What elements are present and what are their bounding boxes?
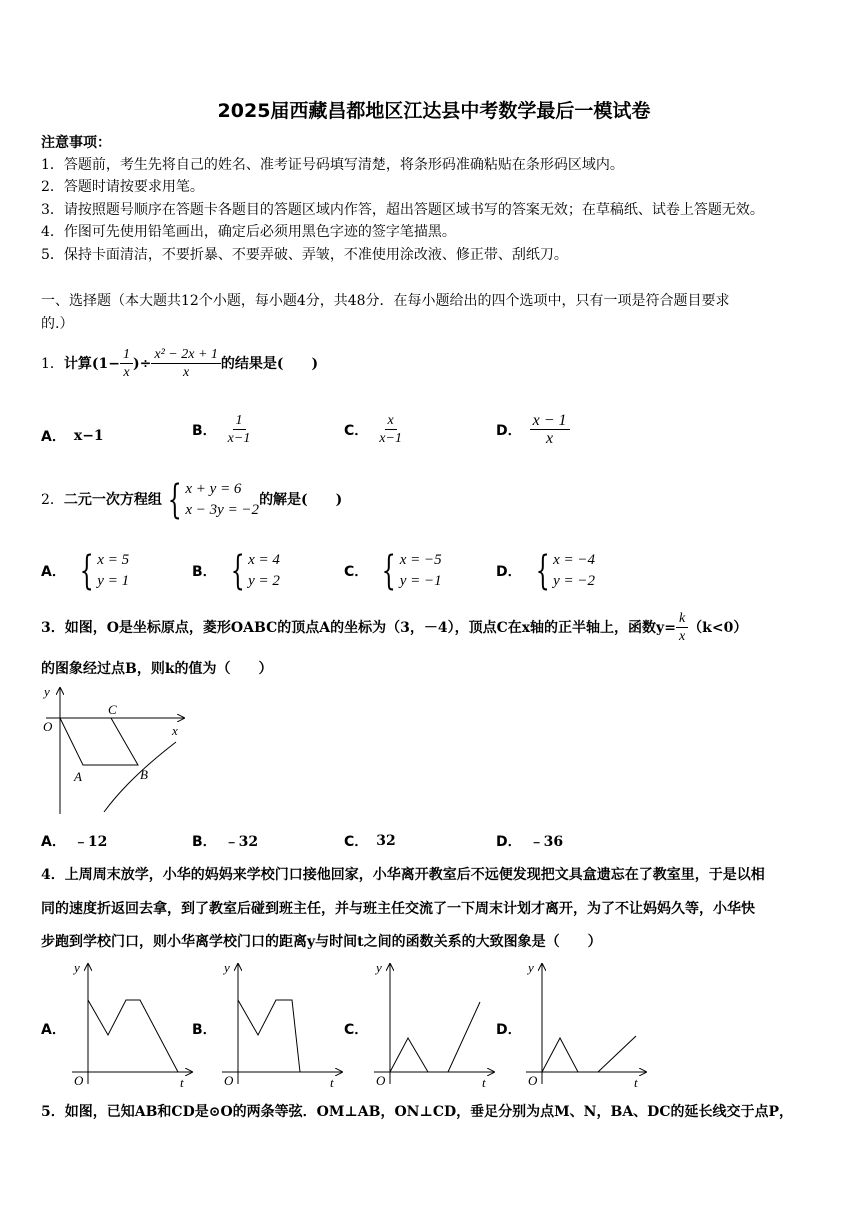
graph-a[interactable]: [66, 958, 196, 1090]
option-c[interactable]: [344, 831, 396, 851]
question-number: 2．: [41, 492, 64, 508]
option-label: B．: [192, 834, 217, 850]
option-label: D．: [496, 422, 522, 439]
option-label: A．: [41, 834, 66, 850]
notice-heading: 注意事项：: [41, 135, 111, 151]
option-b[interactable]: [192, 412, 253, 447]
label-a: A: [74, 769, 82, 784]
option-label: C．: [344, 1022, 369, 1038]
section-heading: 一、选择题（本大题共12个小题，每小题4分，共48分．在每小题给出的四个选项中，只有一项是符合题目要求: [41, 293, 730, 309]
option-label: A．: [41, 1022, 66, 1038]
equation: y = 1: [97, 573, 130, 589]
label-t: t: [330, 1075, 334, 1090]
graph-line: [542, 1036, 636, 1072]
label-y: y: [376, 960, 382, 975]
option-text: ﹣36: [529, 834, 564, 850]
equation: y = −2: [553, 573, 595, 589]
question-2: [41, 479, 342, 521]
label-b: B: [140, 767, 148, 782]
equation-system: { x = −4 y = −2: [535, 548, 595, 594]
option-text: ﹣12: [73, 834, 108, 850]
graph-line: [88, 1000, 178, 1072]
option-label: A．: [41, 564, 66, 580]
equation: x = −4: [553, 552, 595, 568]
equation: x = 5: [97, 552, 130, 568]
notice-item: 4．作图可先使用铅笔画出，确定后必须用黑色字迹的签字笔描黑。: [41, 224, 456, 240]
label-y: y: [528, 960, 534, 975]
option-label: B．: [192, 564, 217, 580]
numerator: x − 1: [530, 412, 570, 430]
option-text: ﹣32: [224, 834, 259, 850]
option-label: D．: [496, 1022, 522, 1038]
equation: x = −5: [399, 552, 442, 568]
page-title: 2025届西藏昌都地区江达县中考数学最后一模试卷: [217, 100, 651, 122]
question-text: 二元一次方程组: [63, 492, 162, 508]
label-y: y: [44, 684, 50, 699]
equation-system: { x = 5 y = 1: [79, 548, 130, 594]
fraction: [530, 412, 570, 447]
option-a[interactable]: [41, 426, 104, 446]
fraction: [151, 346, 221, 381]
graph-line: [390, 1002, 480, 1072]
numerator: x² − 2x + 1: [151, 346, 221, 364]
option-text: 32: [376, 833, 396, 849]
graph-line: [238, 1000, 300, 1072]
section-heading-cont: 的.）: [41, 316, 74, 332]
question-3-cont: 的图象经过点B，则k的值为（ ）: [41, 661, 273, 677]
fraction: [376, 412, 405, 447]
label-o: O: [43, 719, 53, 734]
rhombus-figure: [36, 684, 186, 816]
question-4-cont: 同的速度折返回去拿，到了教室后碰到班主任，并与班主任交流了一下周末计划才离开，为了不让妈妈久等，小华快: [41, 901, 755, 917]
denominator: x: [678, 629, 686, 644]
equation: y = −1: [399, 573, 442, 589]
numerator: k: [676, 610, 688, 628]
notice-item: 5．保持卡面清洁，不要折暴、不要弄破、弄皱，不准使用涂改液、修正带、刮纸刀。: [41, 247, 568, 263]
question-3: [41, 610, 747, 645]
equation-system: { x = 4 y = 2: [230, 548, 280, 594]
rhombus: [60, 718, 138, 765]
option-b[interactable]: [192, 550, 280, 592]
graph-d[interactable]: [520, 958, 650, 1090]
equation: x = 4: [248, 552, 280, 568]
label-o: O: [376, 1073, 386, 1088]
question-text: 3．如图，O是坐标原点，菱形OABC的顶点A的坐标为（3，－4），顶点C在x轴的正半轴上，函数y=: [41, 619, 676, 636]
option-label: C．: [344, 834, 369, 850]
equation: x − 3y = −2: [185, 502, 260, 518]
numerator: 1: [233, 412, 246, 430]
fraction: [676, 610, 688, 645]
denominator: x−1: [227, 431, 251, 446]
option-label: B．: [192, 422, 217, 439]
label-y: y: [224, 960, 230, 975]
option-d[interactable]: [496, 550, 595, 592]
equation-system: { x + y = 6 x − 3y = −2: [167, 477, 260, 523]
question-text: （k<0）: [688, 619, 748, 636]
denominator: x: [546, 430, 554, 447]
label-o: O: [74, 1073, 84, 1088]
denominator: x: [123, 365, 130, 380]
option-label: B．: [192, 1022, 217, 1038]
question-4: 4．上周周末放学，小华的妈妈来学校门口接他回家，小华离开教室后不远便发现把文具盒遗忘在了教室里，于是以相: [41, 867, 765, 883]
option-text: x−1: [73, 428, 104, 444]
option-label: C．: [344, 564, 369, 580]
graph-c[interactable]: [368, 958, 498, 1090]
label-c: C: [108, 702, 117, 717]
label-t: t: [482, 1075, 486, 1090]
option-a[interactable]: [41, 831, 107, 851]
question-text: )÷: [133, 355, 152, 372]
label-o: O: [528, 1073, 538, 1088]
question-text: 计算(1−: [63, 355, 121, 372]
equation: x + y = 6: [185, 481, 242, 497]
option-c[interactable]: [344, 550, 442, 592]
label-y: y: [74, 960, 80, 975]
label-t: t: [634, 1075, 638, 1090]
option-label: D．: [496, 834, 522, 850]
option-label: C．: [344, 422, 369, 439]
question-text: 的结果是( ): [220, 355, 319, 372]
question-1: [41, 346, 318, 381]
option-c[interactable]: [344, 412, 405, 447]
equation: y = 2: [248, 573, 280, 589]
numerator: 1: [120, 346, 133, 364]
notice-item: 2．答题时请按要求用笔。: [41, 179, 204, 195]
graph-b[interactable]: [216, 958, 346, 1090]
question-4-cont: 步跑到学校门口，则小华离学校门口的距离y与时间t之间的函数关系的大致图象是（ ）: [41, 934, 602, 950]
label-t: t: [180, 1075, 184, 1090]
option-d[interactable]: [496, 831, 563, 851]
numerator: x: [385, 412, 397, 430]
notice-item: 3．请按照题号顺序在答题卡各题目的答题区域内作答，超出答题区域书写的答案无效；在草稿纸、试卷上答题无效。: [41, 202, 764, 218]
label-x: x: [172, 723, 178, 738]
option-d[interactable]: [496, 412, 570, 447]
question-number: 1．: [41, 355, 64, 372]
option-label: D．: [496, 564, 522, 580]
question-5: 5．如图，已知AB和CD是⊙O的两条等弦．OM⊥AB，ON⊥CD，垂足分别为点M、N，BA、DC的延长线交于点P，: [41, 1104, 793, 1120]
question-text: 的解是( ): [259, 492, 343, 508]
denominator: x: [183, 365, 190, 380]
option-b[interactable]: [192, 831, 258, 851]
fraction: [225, 412, 254, 447]
label-o: O: [224, 1073, 234, 1088]
option-a[interactable]: [41, 550, 129, 592]
option-label: A．: [41, 429, 66, 445]
notice-item: 1．答题前，考生先将自己的姓名、准考证号码填写清楚，将条形码准确粘贴在条形码区域内。: [41, 157, 624, 173]
denominator: x−1: [379, 431, 402, 446]
equation-system: { x = −5 y = −1: [382, 548, 442, 594]
fraction: [120, 346, 133, 381]
